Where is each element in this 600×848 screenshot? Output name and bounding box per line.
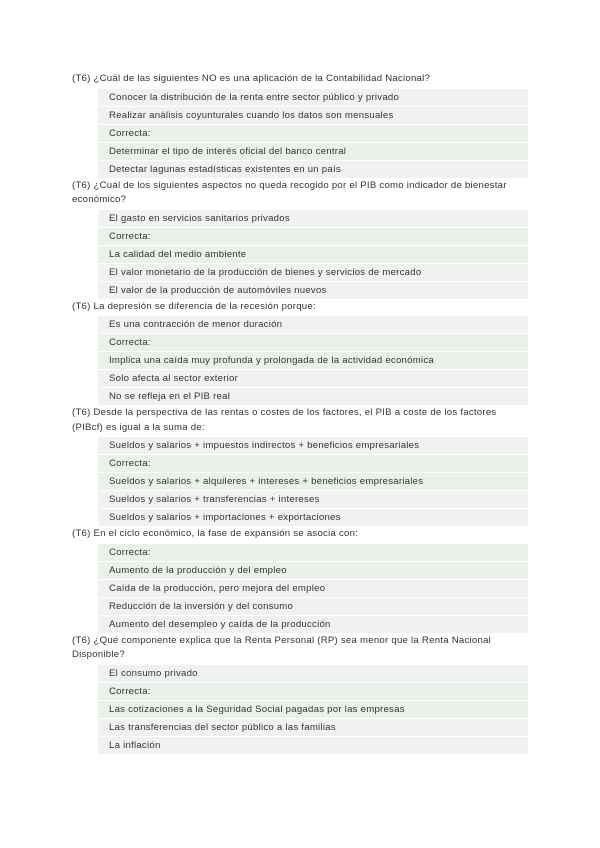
question-block: [72, 527, 528, 633]
correct-answer-option: Las cotizaciones a la Seguridad Social pagadas por las empresas: [98, 701, 528, 718]
correct-answer-option: Implica una caída muy profunda y prolongada de la actividad económica: [98, 352, 528, 369]
question-text: (T6) La depresión se diferencia de la recesión porque:: [72, 300, 316, 312]
question-block: [72, 300, 528, 406]
answer-options: [98, 316, 528, 405]
answer-option: La inflación: [98, 737, 528, 754]
correct-label: Correcta:: [98, 544, 528, 561]
answer-option: Realizar análisis coyunturales cuando los datos son mensuales: [98, 107, 528, 124]
question-text: (T6) En el ciclo económico, la fase de expansión se asocia con:: [72, 528, 359, 539]
correct-label: Correcta:: [98, 334, 528, 351]
question-block: [72, 72, 528, 178]
correct-label: Correcta:: [98, 125, 528, 142]
answer-option: Reducción de la inversión y del consumo: [98, 598, 528, 615]
answer-option: Sueldos y salarios + importaciones + exportaciones: [98, 509, 528, 526]
correct-answer-option: Aumento de la producción y del empleo: [98, 562, 528, 579]
answer-options: [98, 437, 528, 526]
correct-answer-option: La calidad del medio ambiente: [98, 246, 528, 263]
answer-option: El valor monetario de la producción de bienes y servicios de mercado: [98, 264, 528, 281]
correct-label: Correcta:: [98, 228, 528, 245]
answer-options: [98, 210, 528, 299]
answer-option: Aumento del desempleo y caída de la producción: [98, 616, 528, 633]
question-block: [72, 406, 528, 526]
correct-answer-option: Sueldos y salarios + alquileres + intereses + beneficios empresariales: [98, 473, 528, 490]
answer-option: No se refleja en el PIB real: [98, 388, 528, 405]
answer-option: Es una contracción de menor duración: [98, 316, 528, 333]
answer-option: Caída de la producción, pero mejora del empleo: [98, 580, 528, 597]
question-text: (T6) ¿Cuál de las siguientes NO es una aplicación de la Contabilidad Nacional?: [72, 73, 431, 84]
answer-option: Solo afecta al sector exterior: [98, 370, 528, 387]
question-text: (T6) Desde la perspectiva de las rentas o costes de los factores, el PIB a coste de los factores (PIBcf) es igual a la suma de:: [72, 407, 497, 433]
answer-option: Detectar lagunas estadísticas existentes en un país: [98, 161, 528, 178]
question-block: [72, 179, 528, 299]
correct-label: Correcta:: [98, 683, 528, 700]
answer-options: [98, 544, 528, 633]
answer-option: El valor de la producción de automóviles nuevos: [98, 282, 528, 299]
answer-option: El gasto en servicios sanitarios privados: [98, 210, 528, 227]
answer-options: [98, 89, 528, 178]
question-block: [72, 634, 528, 754]
question-text: (T6) ¿Qué componente explica que la Renta Personal (RP) sea menor que la Renta Nacional Disponible?: [72, 634, 492, 660]
question-text: (T6) ¿Cuál de los siguientes aspectos no queda recogido por el PIB como indicador de bienestar económico?: [72, 179, 507, 205]
answer-option: Las transferencias del sector público a las familias: [98, 719, 528, 736]
answer-option: Sueldos y salarios + transferencias + intereses: [98, 491, 528, 508]
correct-answer-option: Determinar el tipo de interés oficial del banco central: [98, 143, 528, 160]
answer-options: [98, 665, 528, 754]
correct-label: Correcta:: [98, 455, 528, 472]
answer-option: Sueldos y salarios + impuestos indirectos + beneficios empresariales: [98, 437, 528, 454]
quiz-content: [72, 72, 528, 755]
answer-option: El consumo privado: [98, 665, 528, 682]
answer-option: Conocer la distribución de la renta entre sector público y privado: [98, 89, 528, 106]
